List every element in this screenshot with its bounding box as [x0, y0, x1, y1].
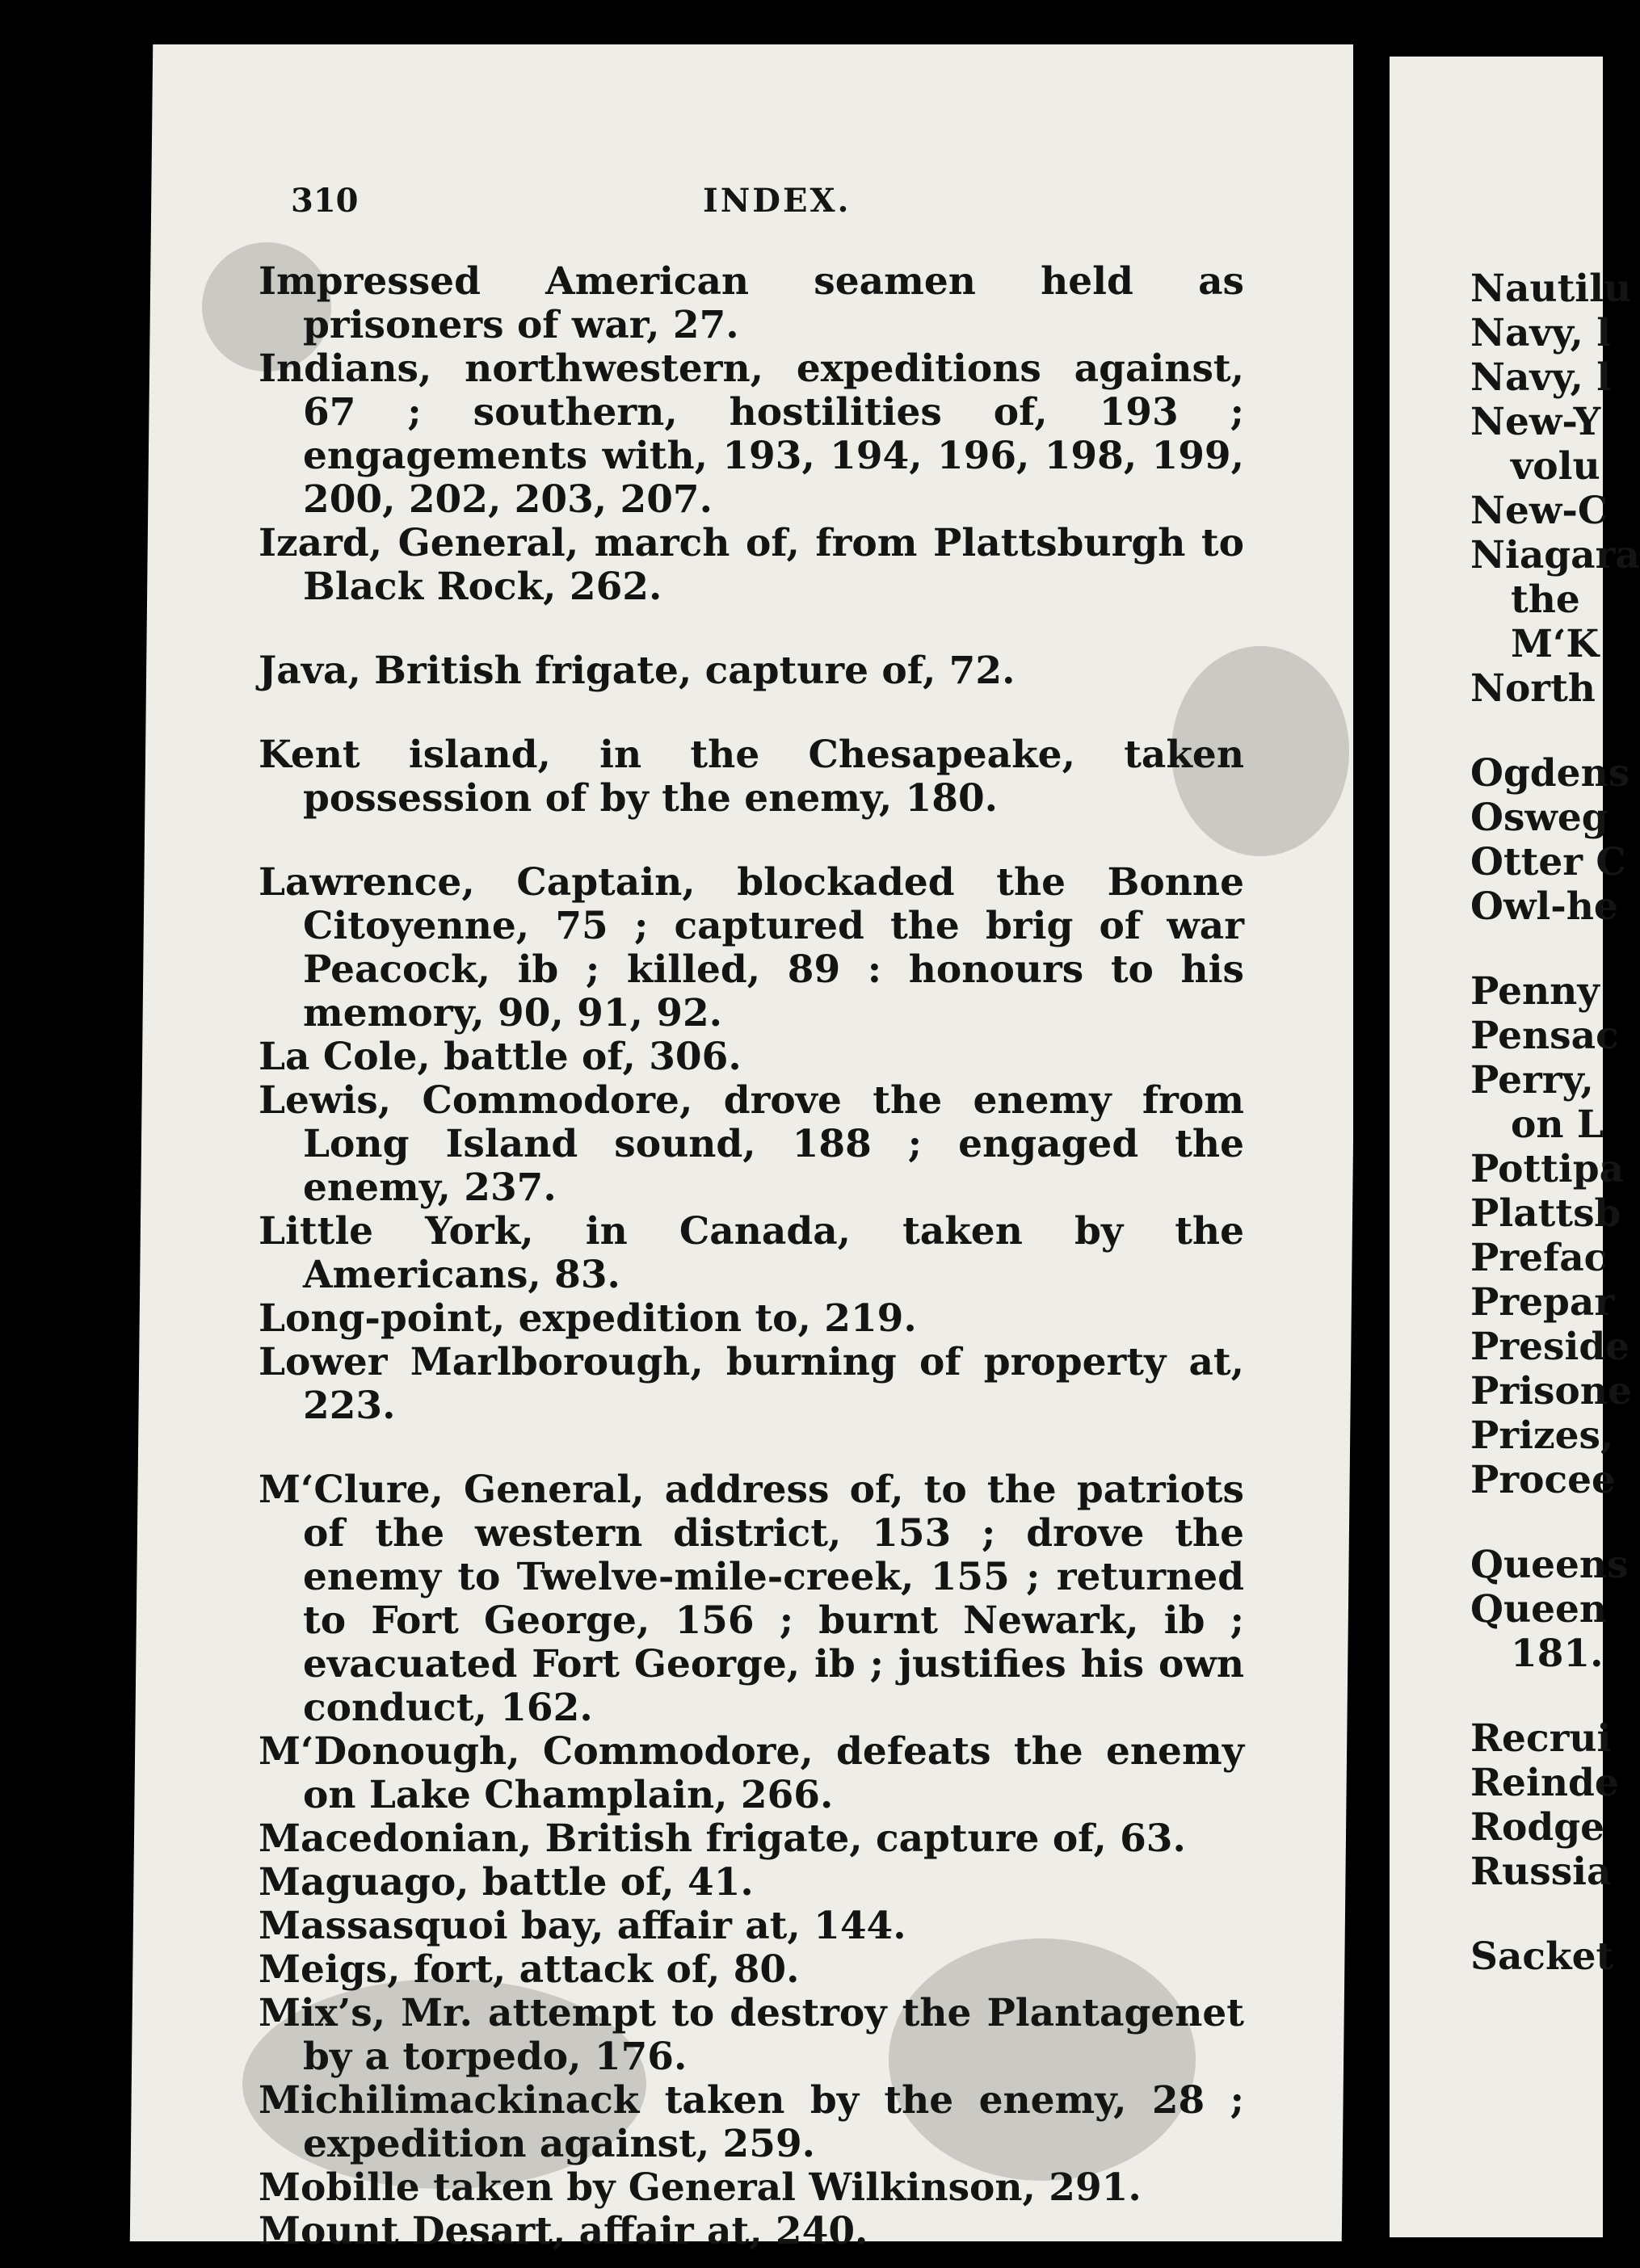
- page-number: 310: [291, 182, 359, 220]
- index-entry: Massasquoi bay, affair at, 144.: [259, 1904, 906, 1948]
- right-index-fragment: Owl-he: [1470, 884, 1618, 929]
- right-index-fragment: Recrui: [1470, 1716, 1612, 1761]
- right-index-fragment: Preside: [1470, 1325, 1630, 1369]
- book-gutter: [1353, 0, 1390, 2268]
- index-entry: Lower Marlborough, burning of property at, 223.: [259, 1340, 1244, 1428]
- index-entry: Meigs, fort, attack of, 80.: [259, 1947, 800, 1992]
- index-entry: Mobille taken by General Wilkinson, 291.: [259, 2165, 1142, 2210]
- right-index-fragment: Osweg: [1470, 796, 1608, 840]
- index-entry: Indians, northwestern, expeditions against, 67 ; southern, hostilities of, 193 ; engagements with, 193, 194, 196, 198, 199, 200, 202, 203, 207.: [259, 346, 1244, 522]
- right-index-fragment: Prisone: [1470, 1369, 1632, 1413]
- index-entry: Izard, General, march of, from Plattsburgh to Black Rock, 262.: [259, 521, 1244, 609]
- right-index-fragment: 181.: [1511, 1632, 1604, 1676]
- right-index-fragment: Pottipa: [1470, 1147, 1625, 1191]
- right-index-fragment: Rodge: [1470, 1805, 1605, 1850]
- index-entry: Mix’s, Mr. attempt to destroy the Plantagenet by a torpedo, 176.: [259, 1991, 1244, 2079]
- index-entry: Little York, in Canada, taken by the Americans, 83.: [259, 1209, 1244, 1297]
- index-entry: Lawrence, Captain, blockaded the Bonne Citoyenne, 75 ; captured the brig of war Peacock, ib ; killed, 89 : honours to his memory, 90, 91, 92.: [259, 860, 1244, 1035]
- right-index-fragment: on L: [1511, 1102, 1604, 1147]
- right-index-fragment: Russia: [1470, 1850, 1612, 1894]
- right-index-fragment: Ogdens: [1470, 751, 1630, 796]
- index-entry: Java, British frigate, capture of, 72.: [259, 649, 1016, 693]
- right-index-fragment: M‘K: [1511, 622, 1600, 666]
- index-entry: Maguago, battle of, 41.: [259, 1860, 754, 1905]
- index-entry: Kent island, in the Chesapeake, taken possession of by the enemy, 180.: [259, 733, 1244, 821]
- right-index-fragment: Reinde: [1470, 1761, 1619, 1805]
- page-header: [291, 182, 1260, 230]
- right-index-fragment: Penny: [1470, 969, 1600, 1014]
- right-index-fragment: Otter C: [1470, 840, 1626, 884]
- right-index-fragment: Pensac: [1470, 1014, 1619, 1058]
- right-index-fragment: New-Y: [1470, 400, 1601, 444]
- right-index-fragment: Navy, l: [1470, 311, 1612, 355]
- index-entry: Macedonian, British frigate, capture of, 63.: [259, 1816, 1186, 1861]
- right-index-fragment: volu: [1511, 444, 1600, 489]
- index-entry: Impressed American seamen held as prisoners of war, 27.: [259, 259, 1244, 347]
- index-entry: Mount Desart, affair at, 240.: [259, 2209, 868, 2253]
- index-entry: Lewis, Commodore, drove the enemy from Long Island sound, 188 ; engaged the enemy, 237.: [259, 1078, 1244, 1210]
- right-index-fragment: Plattsb: [1470, 1191, 1621, 1236]
- right-index-fragment: Prepar: [1470, 1280, 1615, 1325]
- index-entry: Michilimackinack taken by the enemy, 28 ; expedition against, 259.: [259, 2078, 1244, 2166]
- right-index-fragment: Prefac: [1470, 1236, 1608, 1280]
- right-index-fragment: Niagara: [1470, 533, 1640, 578]
- index-entry: La Cole, battle of, 306.: [259, 1035, 742, 1079]
- index-entry: M‘Donough, Commodore, defeats the enemy on Lake Champlain, 266.: [259, 1729, 1244, 1817]
- right-index-fragment: Queens: [1470, 1543, 1629, 1587]
- right-index-fragment: Queen: [1470, 1587, 1608, 1632]
- right-index-fragment: Nautilu: [1470, 267, 1632, 311]
- right-index-fragment: Procee: [1470, 1458, 1616, 1502]
- right-index-fragment: Sacket: [1470, 1934, 1614, 1979]
- right-page-fragments: [1470, 267, 1640, 1979]
- index-column: [259, 260, 1244, 2253]
- index-entry: M‘Clure, General, address of, to the patriots of the western district, 153 ; drove the enemy to Twelve-mile-creek, 155 ; returned to Fort George, 156 ; burnt Newark, ib ; evacuated Fort George, ib ; justifies his own conduct, 162.: [259, 1468, 1244, 1730]
- right-index-fragment: Perry,: [1470, 1058, 1594, 1102]
- index-entry: Long-point, expedition to, 219.: [259, 1296, 917, 1341]
- running-head: INDEX.: [703, 182, 852, 220]
- right-index-fragment: Navy, l: [1470, 355, 1612, 400]
- right-index-fragment: the: [1511, 578, 1580, 622]
- right-index-fragment: Prizes,: [1470, 1413, 1614, 1458]
- right-index-fragment: New-C: [1470, 489, 1608, 533]
- right-index-fragment: North: [1470, 666, 1596, 711]
